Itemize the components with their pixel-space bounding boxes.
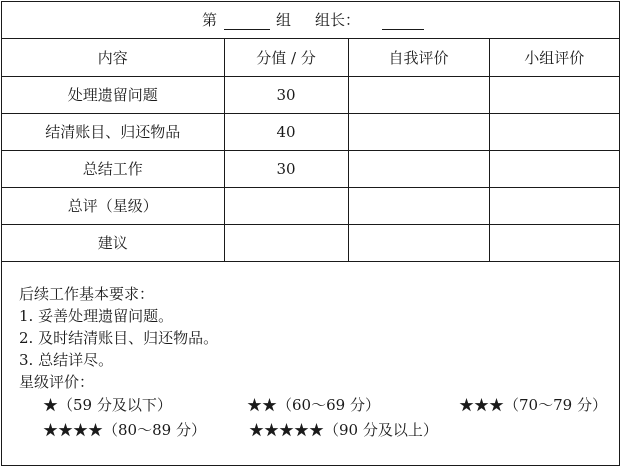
group-number-blank[interactable] <box>224 29 270 30</box>
row-content-cell: 总评（星级） <box>2 187 224 224</box>
row-self-evaluation-cell[interactable] <box>348 224 489 261</box>
column-header-group-evaluation: 小组评价 <box>489 39 619 76</box>
row-self-evaluation-cell[interactable] <box>348 187 489 224</box>
table-row <box>2 150 619 187</box>
table-row <box>2 224 619 261</box>
table-row <box>2 76 619 113</box>
column-header-self-evaluation: 自我评价 <box>348 39 489 76</box>
row-group-evaluation-cell[interactable] <box>489 76 619 113</box>
evaluation-form <box>1 1 620 466</box>
rating-two-stars: ★★（60～69 分） <box>247 396 380 414</box>
rating-row <box>19 393 615 418</box>
rating-title: 星级评价： <box>19 373 95 391</box>
requirements-title: 后续工作基本要求： <box>19 285 155 303</box>
row-score-cell[interactable] <box>224 187 348 224</box>
row-score-cell: 30 <box>224 76 348 113</box>
row-group-evaluation-cell[interactable] <box>489 224 619 261</box>
row-self-evaluation-cell[interactable] <box>348 113 489 150</box>
rating-five-stars: ★★★★★（90 分及以上） <box>249 421 438 439</box>
row-content-cell: 结清账目、归还物品 <box>2 113 224 150</box>
row-score-cell[interactable] <box>224 224 348 261</box>
requirement-item: 1. 妥善处理遗留问题。 <box>19 307 174 325</box>
row-score-cell: 30 <box>224 150 348 187</box>
group-word: 组 <box>276 11 292 29</box>
row-content-cell: 处理遗留问题 <box>2 76 224 113</box>
row-self-evaluation-cell[interactable] <box>348 150 489 187</box>
form-header <box>2 2 619 39</box>
group-leader-label: 组长： <box>315 11 361 29</box>
row-group-evaluation-cell[interactable] <box>489 187 619 224</box>
table-row <box>2 113 619 150</box>
row-score-cell: 40 <box>224 113 348 150</box>
table-row <box>2 187 619 224</box>
rating-one-star: ★（59 分及以下） <box>43 396 172 414</box>
column-header-score: 分值 / 分 <box>224 39 348 76</box>
row-group-evaluation-cell[interactable] <box>489 150 619 187</box>
group-number-prefix: 第 <box>202 11 218 29</box>
requirement-item: 3. 总结详尽。 <box>19 351 114 369</box>
row-content-cell: 建议 <box>2 224 224 261</box>
rating-four-stars: ★★★★（80～89 分） <box>43 421 206 439</box>
table-header-row <box>2 39 619 76</box>
requirements-section <box>19 283 615 443</box>
rating-three-stars: ★★★（70～79 分） <box>459 396 607 414</box>
column-header-content: 内容 <box>2 39 224 76</box>
row-group-evaluation-cell[interactable] <box>489 113 619 150</box>
rating-row <box>19 418 615 443</box>
group-leader-blank[interactable] <box>382 29 424 30</box>
evaluation-table <box>2 39 619 262</box>
requirement-item: 2. 及时结清账目、归还物品。 <box>19 329 219 347</box>
row-self-evaluation-cell[interactable] <box>348 76 489 113</box>
row-content-cell: 总结工作 <box>2 150 224 187</box>
